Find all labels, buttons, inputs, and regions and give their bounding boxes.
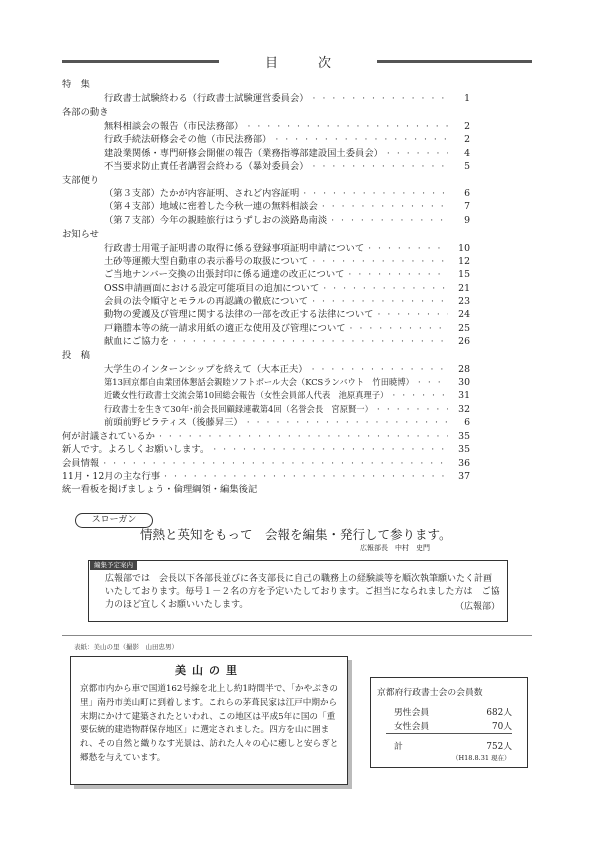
toc-leader-dots <box>303 187 448 200</box>
toc-entry-title: OSS申請画面における設定可能項目の追加について <box>104 283 320 294</box>
toc-entry-title: 動物の愛護及び管理に関する法律の一部を改正する法律について <box>104 309 374 320</box>
toc-page-number: 31 <box>458 390 470 401</box>
toc-section-heading: 支部便り <box>62 175 100 186</box>
toc-page-number: 30 <box>458 377 470 388</box>
toc-entry <box>104 335 470 348</box>
toc-leader-dots <box>312 255 448 268</box>
toc-page-number: 6 <box>464 417 470 428</box>
toc-page-number: 35 <box>458 444 470 455</box>
toc-page-number: 21 <box>458 283 470 294</box>
toc-entry <box>104 389 470 402</box>
toc-leader-dots <box>312 363 448 376</box>
slogan-text: 情熱と英知をもって 会報を編集・発行して参ります。 <box>140 527 452 542</box>
toc-leader-dots <box>247 416 448 429</box>
toc-entry-title: 11月・12月の主な行事 <box>62 471 161 482</box>
toc-leader-dots <box>348 268 448 281</box>
toc-entry-title: 何が討議されているか <box>62 431 155 442</box>
toc-entry <box>104 147 470 160</box>
toc-entry <box>104 120 470 133</box>
toc-page-number: 6 <box>464 188 470 199</box>
toc-leader-dots <box>322 200 448 213</box>
toc-entry-title: 行政書士試験終わる（行政書士試験運営委員会） <box>104 93 309 104</box>
toc-entry <box>62 470 470 483</box>
toc-leader-dots <box>418 376 448 389</box>
toc-entry-title: 土砂等運搬大型自動車の表示番号の取扱について <box>104 256 309 267</box>
toc-entry-title: 大学生のインターンシップを終えて（大本正夫） <box>104 364 308 375</box>
toc-entry-title: 第13回京都自由業団体懇話会親睦ソフトボール大会（KCSランバウト 竹田暁博） <box>104 377 414 387</box>
toc-entry-title: 行政手続法研修会その他（市民法務部） <box>104 134 272 145</box>
toc-page-number: 37 <box>458 471 470 482</box>
toc-page-number: 10 <box>458 243 470 254</box>
cover-essay-text: 京都市内から車で国道162号線を北上し約1時間半で、「かやぶきの里」南丹市美山町に到着します。これらの茅葺民家は江戸中期から末期にかけて建築されたといわれ、この地区は平成5年に国の「重要伝統的建造物群保存地区」に選定されました。四方を山に囲まれ、その自然と織りなす光景は、訪れた人々の心に癒しと安らぎと郷愁を与えています。 <box>80 684 339 763</box>
toc-page-number: 2 <box>464 121 470 132</box>
toc-entry <box>62 443 470 456</box>
toc-entry <box>62 430 470 443</box>
toc-entry <box>104 416 470 429</box>
toc-entry <box>104 92 470 105</box>
toc-leader-dots <box>313 92 448 105</box>
notice-from: （広報部） <box>454 602 500 612</box>
toc-entry <box>104 160 470 173</box>
toc-leader-dots <box>331 214 448 227</box>
toc-leader-dots <box>377 308 448 321</box>
toc-section-heading: 投 稿 <box>62 350 90 361</box>
toc-entry-title: （第４支部）地域に密着した今秋一連の無料相談会 <box>104 201 318 212</box>
toc-entry <box>104 363 470 376</box>
toc-page-number: 9 <box>464 215 470 226</box>
toc-leader-dots <box>392 389 448 402</box>
toc-page-number: 12 <box>458 256 470 267</box>
toc-leader-dots <box>173 335 448 348</box>
toc-page-number: 5 <box>464 161 470 172</box>
toc-page-number: 35 <box>458 431 470 442</box>
notice-text: 広報部では 会長以下各部長並びに各支部長に自己の職務上の経験談等を順次執筆願いたく計画いたしております。毎号１－２名の方を予定いたしております。ご担当になられました方は ご協力のほど宜しくお願いいたします。 <box>105 574 500 610</box>
toc-leader-dots <box>387 147 448 160</box>
slogan-tag: スローガン <box>75 513 153 528</box>
toc-leader-dots <box>213 443 448 456</box>
toc-section-heading: お知らせ <box>62 229 99 240</box>
toc-leader-dots <box>368 242 448 255</box>
toc-page-number: 4 <box>464 148 470 159</box>
toc-entry <box>104 376 470 389</box>
toc-entry-title: （第７支部）今年の親睦旅行はうずしおの淡路島南淡 <box>104 215 328 226</box>
toc-page-number: 15 <box>458 269 470 280</box>
toc-section-heading: 特 集 <box>62 79 90 90</box>
toc-entry <box>104 403 470 416</box>
toc-entry-title: ご当地ナンバー交換の出張封印に係る通達の改正について <box>104 269 345 280</box>
toc-page-number: 36 <box>458 458 470 469</box>
toc-entry <box>104 200 470 213</box>
toc-page-number: 7 <box>464 201 470 212</box>
toc-entry <box>104 214 470 227</box>
toc-leader-dots <box>323 282 448 295</box>
toc-entry-title: 無料相談会の報告（市民法務部） <box>104 121 244 132</box>
toc-entry <box>104 295 470 308</box>
toc-entry-title: （第３支部）たかが内容証明、されど内容証明 <box>104 188 300 199</box>
member-count-title: 京都府行政書士会の会員数 <box>377 688 483 698</box>
toc-leader-dots <box>164 470 448 483</box>
member-row-male: 男性会員 682人 <box>394 708 512 718</box>
member-total-line <box>386 733 512 734</box>
slogan-signature: 広報部長 中村 史門 <box>360 544 430 552</box>
toc-leader-dots <box>103 457 448 470</box>
toc-entry-title: 献血にご協力を <box>104 336 170 347</box>
toc-leader-dots <box>350 322 448 335</box>
toc-page-number: 1 <box>464 93 470 104</box>
toc-page-number: 23 <box>458 296 470 307</box>
toc-page-number: 25 <box>458 323 470 334</box>
toc-leader-dots <box>275 133 448 146</box>
toc-entry <box>104 282 470 295</box>
member-row-total: 計 752人 <box>394 742 512 752</box>
divider <box>62 635 532 636</box>
toc-entry <box>104 268 470 281</box>
toc-entry-title: 行政書士を生きて30年･前会長回顧録連載第4回（名誉会長 宮原賢一） <box>104 404 373 414</box>
toc-entry <box>62 457 470 470</box>
notice-tag: 編集予定案内 <box>90 561 137 570</box>
toc-page-number: 2 <box>464 134 470 145</box>
toc-leader-dots <box>312 295 448 308</box>
member-row-female: 女性会員 70人 <box>394 722 512 732</box>
toc-entry-title: 近畿女性行政書士交流会第10回総会報告（女性会員部人代表 池原真理子） <box>104 390 389 400</box>
toc-leader-dots <box>313 160 448 173</box>
toc-entry <box>104 133 470 146</box>
toc-entry-title: 会員情報 <box>62 458 100 469</box>
toc-page-number: 32 <box>458 404 470 415</box>
toc-entry-title: 戸籍謄本等の統一請求用紙の適正な使用及び管理について <box>104 323 346 334</box>
toc-leader-dots <box>159 430 448 443</box>
toc-entry-title: 行政書士用電子証明書の取得に係る登録事項証明申請について <box>104 243 365 254</box>
toc-page-number: 28 <box>458 364 470 375</box>
toc-entry <box>104 308 470 321</box>
toc-section-heading: 統一看板を掲げましょう・倫理綱領・編集後記 <box>62 484 258 495</box>
toc-section-heading: 各部の動き <box>62 107 109 118</box>
member-count-date: （H18.8.31 現在） <box>452 754 511 762</box>
cover-caption: 表紙：美山の里（撮影 山田忠男） <box>74 643 178 651</box>
toc-leader-dots <box>247 120 448 133</box>
toc-entry-title: 新人です。よろしくお願いします。 <box>62 444 210 455</box>
cover-essay-title: 美山の里 <box>175 664 243 677</box>
toc-entry-title: 建設業関係・専門研修会開催の報告（業務指導部建設国土委員会） <box>104 148 383 159</box>
toc-leader-dots <box>377 403 448 416</box>
toc-entry-title: 前頭前野ピラティス（後藤昇三） <box>104 417 243 428</box>
toc-entry <box>104 255 470 268</box>
toc-entry <box>104 242 470 255</box>
toc-page-number: 26 <box>458 336 470 347</box>
toc-entry <box>104 322 470 335</box>
toc-entry <box>104 187 470 200</box>
toc-page-number: 24 <box>458 309 470 320</box>
page-title: 目次 <box>0 52 596 71</box>
toc-entry-title: 会員の法令順守とモラルの再認識の徹底について <box>104 296 309 307</box>
toc-entry-title: 不当要求防止責任者講習会終わる（暴対委員会） <box>104 161 309 172</box>
